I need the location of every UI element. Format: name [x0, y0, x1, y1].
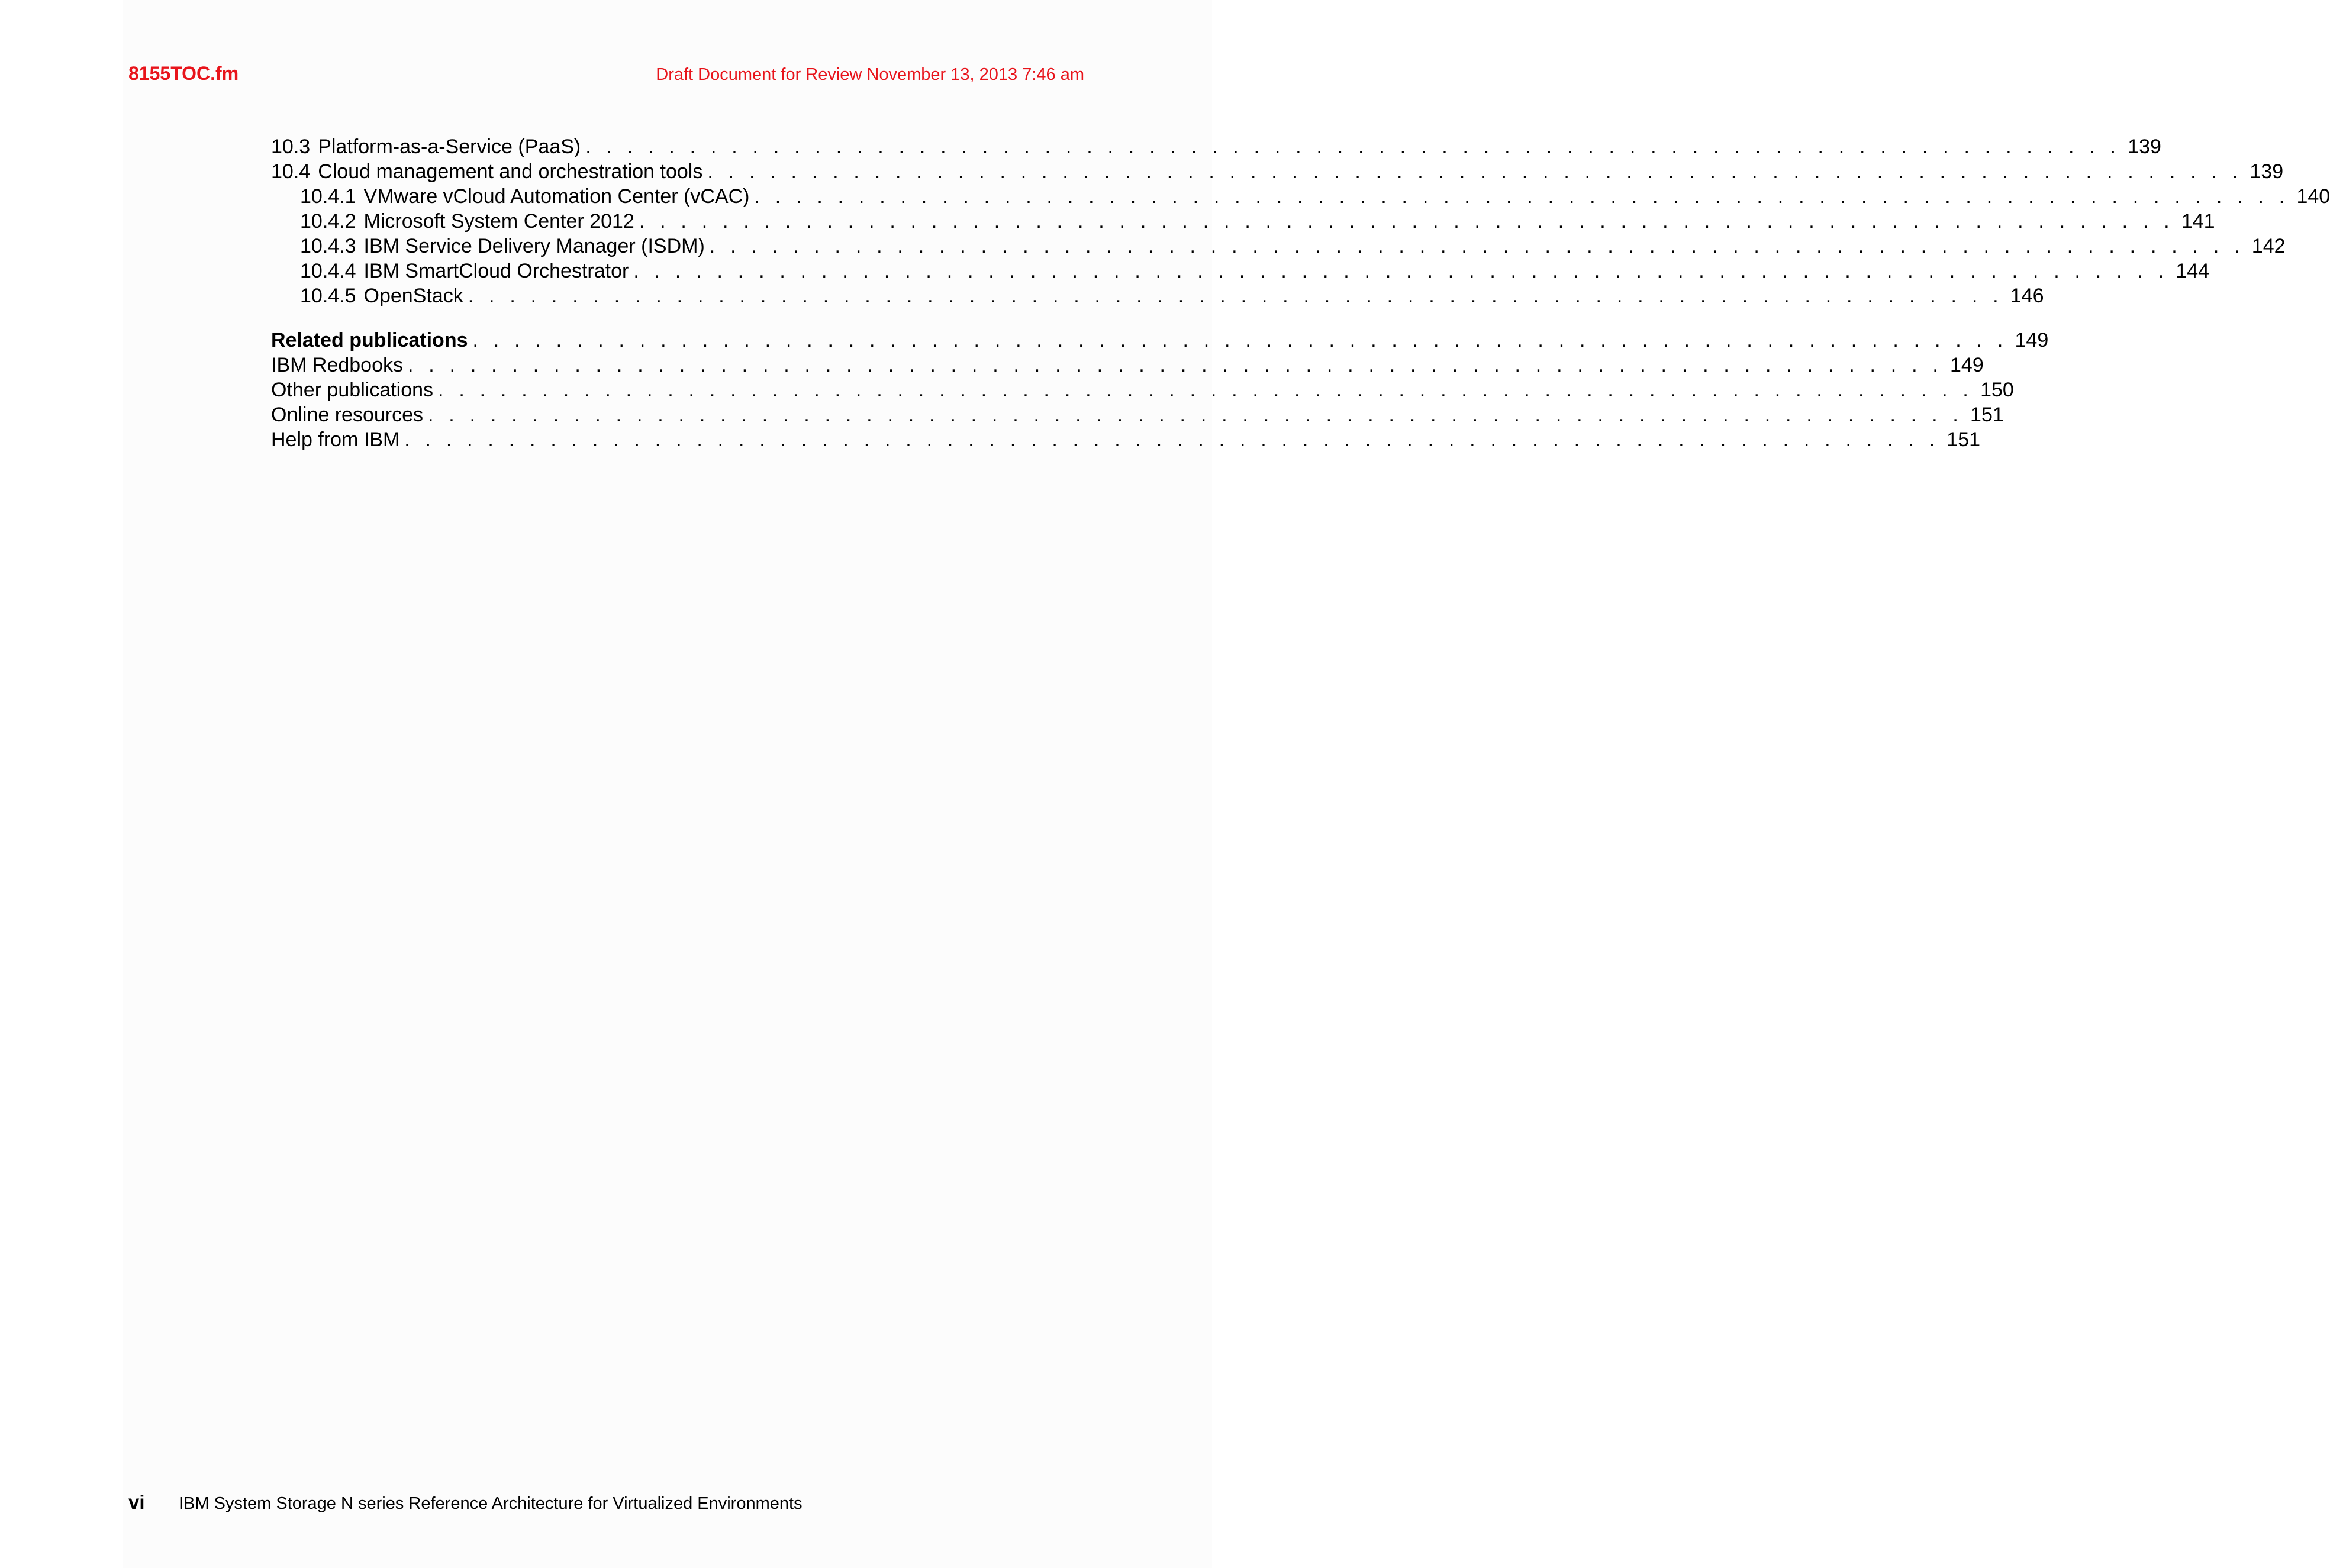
toc-entry-page: 149: [2015, 329, 2049, 351]
toc-entry-title: OpenStack: [363, 285, 463, 307]
table-of-contents: [271, 134, 2330, 452]
toc-entry-title: Microsoft System Center 2012: [363, 210, 634, 233]
toc-entry[interactable]: [271, 209, 2215, 234]
toc-dot-leader: . . . . . . . . . . . . . . . . . . . . . . . . . . . . . . . . . . . . . . . . . . . . . . . . . . . . . . . . . . . . . . . . . . . . . . . . . .: [468, 285, 2003, 307]
toc-entry-related-publications[interactable]: [271, 328, 2049, 353]
toc-entry-page: 149: [1950, 354, 1984, 376]
toc-entry[interactable]: [271, 378, 2014, 402]
toc-entry[interactable]: [271, 234, 2286, 259]
toc-dot-leader: . . . . . . . . . . . . . . . . . . . . . . . . . . . . . . . . . . . . . . . . . . . . . . . . . . . . . . . . . . . . . . . . . . . . . . . . . .: [408, 354, 1944, 376]
toc-entry-number: 10.3: [271, 135, 311, 158]
toc-dot-leader: . . . . . . . . . . . . . . . . . . . . . . . . . . . . . . . . . . . . . . . . . . . . . . . . . . . . . . . . . . . . . . . . . . . . . . . . . .: [633, 260, 2169, 282]
toc-dot-leader: . . . . . . . . . . . . . . . . . . . . . . . . . . . . . . . . . . . . . . . . . . . . . . . . . . . . . . . . . . . . . . . . . . . . . . . . . .: [585, 135, 2121, 158]
toc-entry-page: 151: [1946, 428, 1981, 451]
toc-entry-page: 142: [2251, 235, 2286, 257]
footer-book-title: IBM System Storage N series Reference Architecture for Virtualized Environments: [179, 1494, 803, 1513]
toc-entry-title: Online resources: [271, 404, 424, 426]
toc-entry-number: 10.4.2: [300, 210, 356, 233]
toc-entry-page: 144: [2176, 260, 2210, 282]
toc-entry-title: Other publications: [271, 379, 434, 401]
header-file-name: 8155TOC.fm: [128, 63, 239, 84]
toc-entry-title: VMware vCloud Automation Center (vCAC): [363, 185, 750, 208]
toc-entry-title: IBM Service Delivery Manager (ISDM): [363, 235, 705, 257]
toc-entry-page: 139: [2128, 135, 2161, 158]
toc-entry-title: Related publications: [271, 329, 468, 351]
toc-entry-page: 146: [2010, 285, 2044, 307]
toc-entry-number: 10.4.5: [300, 285, 356, 307]
page-footer: [128, 1491, 803, 1514]
toc-entry-title: Cloud management and orchestration tools: [318, 160, 703, 183]
toc-dot-leader: . . . . . . . . . . . . . . . . . . . . . . . . . . . . . . . . . . . . . . . . . . . . . . . . . . . . . . . . . . . . . . . . . . . . . . . . . .: [709, 235, 2245, 257]
toc-entry[interactable]: [271, 184, 2330, 209]
toc-dot-leader: . . . . . . . . . . . . . . . . . . . . . . . . . . . . . . . . . . . . . . . . . . . . . . . . . . . . . . . . . . . . . . . . . . . . . . . . . .: [404, 428, 1940, 451]
toc-entry-number: 10.4: [271, 160, 311, 183]
toc-dot-leader: . . . . . . . . . . . . . . . . . . . . . . . . . . . . . . . . . . . . . . . . . . . . . . . . . . . . . . . . . . . . . . . . . . . . . . . . . .: [639, 210, 2174, 233]
toc-dot-leader: . . . . . . . . . . . . . . . . . . . . . . . . . . . . . . . . . . . . . . . . . . . . . . . . . . . . . . . . . . . . . . . . . . . . . . . . . .: [438, 379, 1974, 401]
toc-entry[interactable]: [271, 134, 2161, 159]
toc-dot-leader: . . . . . . . . . . . . . . . . . . . . . . . . . . . . . . . . . . . . . . . . . . . . . . . . . . . . . . . . . . . . . . . . . . . . . . . . . .: [428, 404, 1964, 426]
header-draft-notice: Draft Document for Review November 13, 2013 7:46 am: [656, 65, 1084, 84]
toc-entry-page: 150: [1980, 379, 2014, 401]
toc-entry-title: IBM SmartCloud Orchestrator: [363, 260, 629, 282]
toc-entry[interactable]: [271, 353, 1984, 378]
toc-entry[interactable]: [271, 159, 2284, 184]
toc-entry-number: 10.4.3: [300, 235, 356, 257]
toc-entry[interactable]: [271, 259, 2210, 283]
toc-entry[interactable]: [271, 427, 1981, 452]
footer-page-number: vi: [128, 1491, 145, 1513]
toc-entry[interactable]: [271, 402, 2004, 427]
toc-entry-page: 140: [2296, 185, 2330, 208]
toc-dot-leader: . . . . . . . . . . . . . . . . . . . . . . . . . . . . . . . . . . . . . . . . . . . . . . . . . . . . . . . . . . . . . . . . . . . . . . . . . .: [754, 185, 2290, 208]
toc-dot-leader: . . . . . . . . . . . . . . . . . . . . . . . . . . . . . . . . . . . . . . . . . . . . . . . . . . . . . . . . . . . . . . . . . . . . . . . . . .: [472, 329, 2008, 351]
toc-entry-title: IBM Redbooks: [271, 354, 403, 376]
toc-dot-leader: . . . . . . . . . . . . . . . . . . . . . . . . . . . . . . . . . . . . . . . . . . . . . . . . . . . . . . . . . . . . . . . . . . . . . . . . . .: [707, 160, 2243, 183]
toc-entry-title: Platform-as-a-Service (PaaS): [318, 135, 581, 158]
toc-entry-page: 141: [2181, 210, 2215, 233]
toc-entry-title: Help from IBM: [271, 428, 400, 451]
toc-entry[interactable]: [271, 283, 2044, 308]
toc-entry-number: 10.4.4: [300, 260, 356, 282]
toc-entry-number: 10.4.1: [300, 185, 356, 208]
toc-entry-page: 139: [2250, 160, 2284, 183]
toc-entry-page: 151: [1970, 404, 2004, 426]
